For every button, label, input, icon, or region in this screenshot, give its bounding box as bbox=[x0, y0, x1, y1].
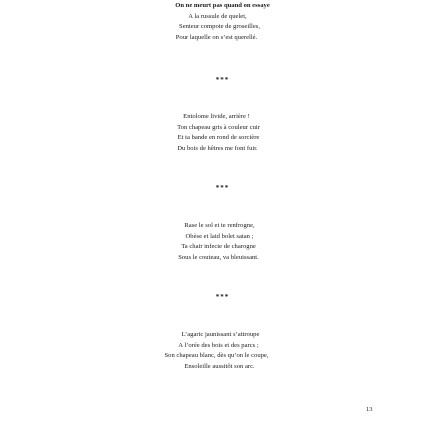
verse-line: Rase le sol et te renfrogne, bbox=[184, 222, 255, 229]
verse-line: Pour laquelle on s’est querellé. bbox=[175, 34, 258, 42]
stanza-separator: *** bbox=[215, 293, 230, 301]
stanza-separator: *** bbox=[215, 184, 230, 192]
stanza bbox=[0, 112, 433, 155]
page-number: 13 bbox=[366, 406, 373, 413]
verse-line: Son chapeau blanc, dès qu’on le coupe, bbox=[164, 352, 269, 360]
stanza-separator: *** bbox=[215, 76, 230, 84]
verse-line: On ne meurt pas quand on essaye bbox=[175, 2, 270, 9]
stanza bbox=[0, 330, 433, 373]
verse-line: Ta chair infecte de charogne bbox=[181, 243, 256, 251]
verse-line: L’agaric jaunissant s’attroupe bbox=[181, 331, 260, 338]
verse-line: Ton chapeau gris à couleur cuir bbox=[177, 123, 260, 131]
stanza bbox=[0, 221, 433, 264]
verse-line: A l’orée des bois et des parcs ; bbox=[178, 341, 259, 349]
stanza bbox=[0, 1, 433, 44]
verse-line: Obèse et laid bolet satan ; bbox=[185, 232, 254, 240]
verse-line: Ensoleille aussitôt son arc. bbox=[184, 363, 255, 371]
verse-line: A la russule de quelet, bbox=[188, 12, 247, 20]
verse-line: Sous le couteau, va bleuissant. bbox=[178, 254, 259, 262]
verse-line: Senteur compote de groseilles, bbox=[179, 23, 260, 31]
verse-line: Du bois de hêtres me font fuir. bbox=[177, 145, 258, 153]
verse-line: Entolome livide, arrière ! bbox=[183, 113, 250, 120]
verse-line: Et ta bande en rond de sorcière bbox=[177, 134, 260, 142]
